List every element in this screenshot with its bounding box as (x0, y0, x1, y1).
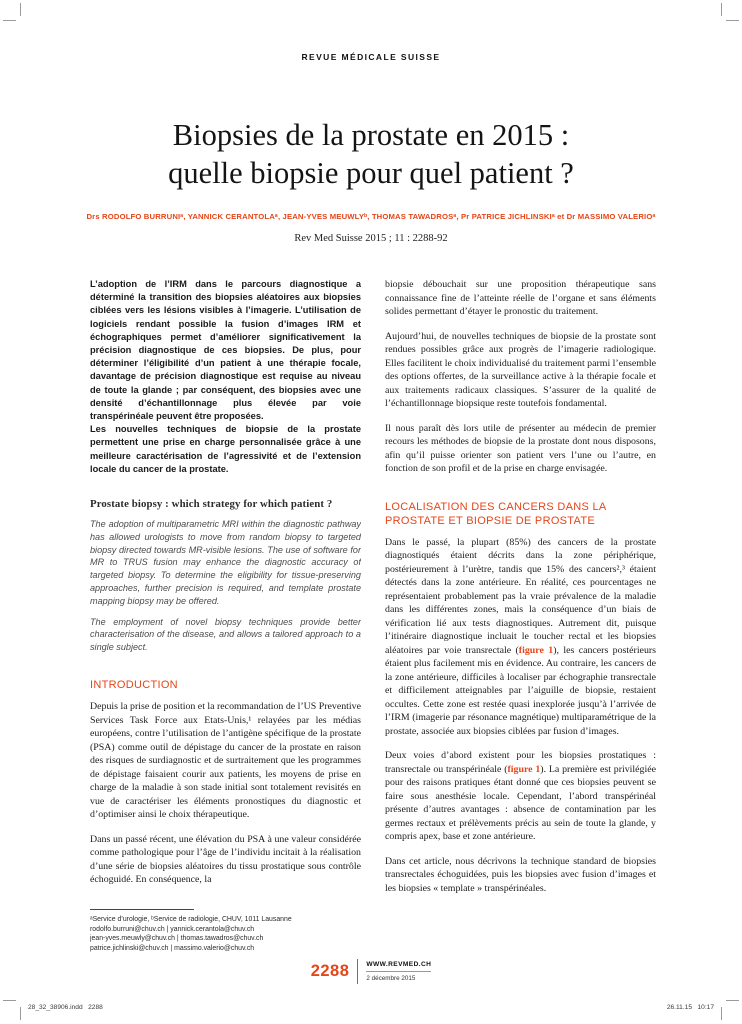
right-column (385, 278, 656, 954)
left-column (90, 278, 361, 954)
issue-date: 2 décembre 2015 (366, 975, 416, 982)
authors-line: Drs RODOLFO BURRUNIᵃ, YANNICK CERANTOLAᵃ, JEAN-YVES MEUWLYᵇ, THOMAS TAWADROSᵃ, Pr PATRICE JICHLINSKIᵃ et Dr MASSIMO VALERIOᵃ (86, 212, 656, 221)
page-footer (0, 959, 742, 984)
journal-header: REVUE MÉDICALE SUISSE (301, 52, 441, 62)
journal-website: WWW.REVMED.CH (366, 961, 431, 972)
footnote-emails-1: rodolfo.burruni@chuv.ch | yannick.cerantola@chuv.ch (90, 925, 255, 933)
localisation-para3: Dans cet article, nous décrivons la technique standard de biopsies transrectales échoguidées, puis les biopsies avec fusion d’images et les biopsies « template » transpérinéales. (385, 855, 656, 894)
footnote-affiliations: ᵃService d’urologie, ᵇService de radiologie, CHUV, 1011 Lausanne (90, 915, 292, 923)
paragraph-text: Deux voies d’abord existent pour les biopsies prostatiques : transrectale ou transpérinéale ( (385, 750, 656, 775)
paragraph-text: ). La première est privilégiée pour des raisons pratiques étant donné que ces biopsies peuvent se faire sous anesthésie locale. Cependant, l’abord transpérinéal présente d’autres avantages : absence de contamination par les germes rectaux et prélèvements précis au sein de toute la glande, y compris apex, base et zone antérieure. (385, 763, 656, 842)
title-line-2: quelle biopsie pour quel patient ? (168, 156, 574, 190)
page-number: 2288 (310, 962, 350, 980)
article-body (90, 278, 656, 954)
footnote-block (90, 909, 361, 954)
figure-1-reference: figure 1 (518, 644, 554, 656)
introduction-heading: INTRODUCTION (90, 679, 178, 692)
introduction-para1: Depuis la prise de position et la recommandation de l’US Preventive Services Task Force aux Etats-Unis,¹ relayées par les médias européens, contre l’utilisation de l’antigène spécifique de la prostate (PSA) comme outil de dépistage du cancer de la prostate en raison des risques de surdiagnostic et de surtraitement que les programmes de dépistage faisaient courir aux patients, les moyens de prise en charge de la maladie à son stade initial sont totalement revisités en vue de caractériser les éléments pronostiques du diagnostic et d’optimiser ainsi le choix thérapeutique. (90, 701, 361, 821)
figure-1-reference: figure 1 (507, 763, 541, 775)
article-title (0, 116, 742, 192)
introduction-para2: Dans un passé récent, une élévation du PSA à une valeur considérée comme pathologique pour l’âge de l’individu incitait à la réalisation d’une série de biopsies aléatoires du tissu prostatique sous contrôle échoguidé. En conséquence, la (90, 833, 361, 886)
masthead (0, 0, 742, 244)
citation-line: Rev Med Suisse 2015 ; 11 : 2288-92 (294, 233, 448, 244)
right-column-para1: biopsie débouchait sur une proposition thérapeutique sans connaissance fine de l’atteinte réelle de l’organe et sans éléments solides permettant d’étayer le pronostic du traitement. (385, 279, 656, 317)
footer-divider (357, 959, 358, 984)
crop-mark (726, 1000, 739, 1001)
paragraph-text: Dans le passé, la plupart (85%) des cancers de la prostate diagnostiqués étaient décrits dans la zone périphérique, postérieurement à l’urètre, tandis que 15% des cancers²,³ étaient détectés dans la zone antérieure. En réalité, ces pourcentages ne représentaient probablement pas la vraie prévalence de la maladie dans les différentes zones, mais la conséquence d’un biais de vérification lié aux tests diagnostiques. Autrement dit, puisque l’itinéraire diagnostique incluait le toucher rectal et les biopsies aléatoires par voie transrectale ( (385, 536, 656, 656)
crop-mark (3, 1000, 16, 1001)
footnote-emails-2: jean-yves.meuwly@chuv.ch | thomas.tawadros@chuv.ch (90, 935, 264, 943)
crop-mark (20, 1007, 21, 1020)
english-abstract-para1: The adoption of multiparametric MRI within the diagnostic pathway has allowed urologists to move from random biopsy to targeted biopsy directed towards MR-visible lesions. The use of software for MR to TRUS fusion may enhance the diagnostic accuracy of targeted biopsy. To determine the eligibility for tissue-preserving approaches, further precision is required, and template prostate mapping biopsy may be offered. (90, 519, 361, 606)
footer-meta (366, 961, 431, 982)
footnote-emails-3: patrice.jichlinski@chuv.ch | massimo.valerio@chuv.ch (90, 945, 255, 953)
title-line-1: Biopsies de la prostate en 2015 : (172, 118, 570, 152)
print-filename: 28_32_38906.indd 2288 (28, 1004, 103, 1011)
right-column-para2: Aujourd’hui, de nouvelles techniques de biopsie de la prostate sont rendues possibles grâce aux progrès de l’imagerie radiologique. Elles facilitent le choix individualisé du traitement parmi l’ensemble des options offertes, de la surveillance active à la thérapie focale et aux traitements radicaux classiques. S’assurer de la qualité de l’échantillonnage biopsique reste toutefois fondamental. (385, 330, 656, 409)
abstract-fr-para1: L’adoption de l’IRM dans le parcours diagnostique a déterminé la transition des biopsies aléatoires aux biopsies ciblées vers les lésions visibles à l’imagerie. L’utilisation de logiciels rendant possible la fusion d’images IRM et échographiques permet d’améliorer significativement la précision diagnostique de ces biopsies. De plus, pour déterminer l’éligibilité d’un patient à une thérapie focale, davantage de précision diagnostique est requise au niveau de toute la glande ; par conséquent, des biopsies avec une densité d’échantillonnage plus élevée par voie transpérinéale peuvent être proposées. (90, 279, 361, 422)
english-abstract-heading: Prostate biopsy : which strategy for which patient ? (90, 498, 333, 511)
localisation-heading: LOCALISATION DES CANCERS DANS LA PROSTATE ET BIOPSIE DE PROSTATE (385, 500, 606, 527)
abstract-fr-para2: Les nouvelles techniques de biopsie de la prostate permettent une prise en charge personnalisée grâce à une meilleure caractérisation de l’agressivité et de l’extension locale du cancer de la prostate. (90, 424, 361, 474)
localisation-para1 (385, 536, 656, 739)
english-abstract-para2: The employment of novel biopsy techniques provide better characterisation of the disease, and allows a tailored approach to a single subject. (90, 616, 361, 653)
paragraph-text: ), les cancers postérieurs étaient plus facilement mis en évidence. Au contraire, les cancers de la zone antérieure, difficiles à localiser par échographie transrectale et difficilement atteignables par l’aiguille de biopsie, restaient occultes. Cette zone est restée quasi inexplorée jusqu’à l’arrivée de l’IRM (imagerie par résonance magnétique) multiparamétrique de la prostate, associée aux biopsies ciblées par fusion d’images. (385, 644, 656, 737)
crop-mark (721, 1007, 722, 1020)
localisation-para2 (385, 749, 656, 844)
right-column-para3: Il nous paraît dès lors utile de présenter au médecin de premier recours les méthodes de biopsie de la prostate dont nous disposons, afin qu’il puisse orienter son patient vers l’une ou l’autre, en fonction de son profil et de la prise en charge envisagée. (385, 422, 656, 474)
print-timestamp: 26.11.15 10:17 (666, 1004, 714, 1011)
